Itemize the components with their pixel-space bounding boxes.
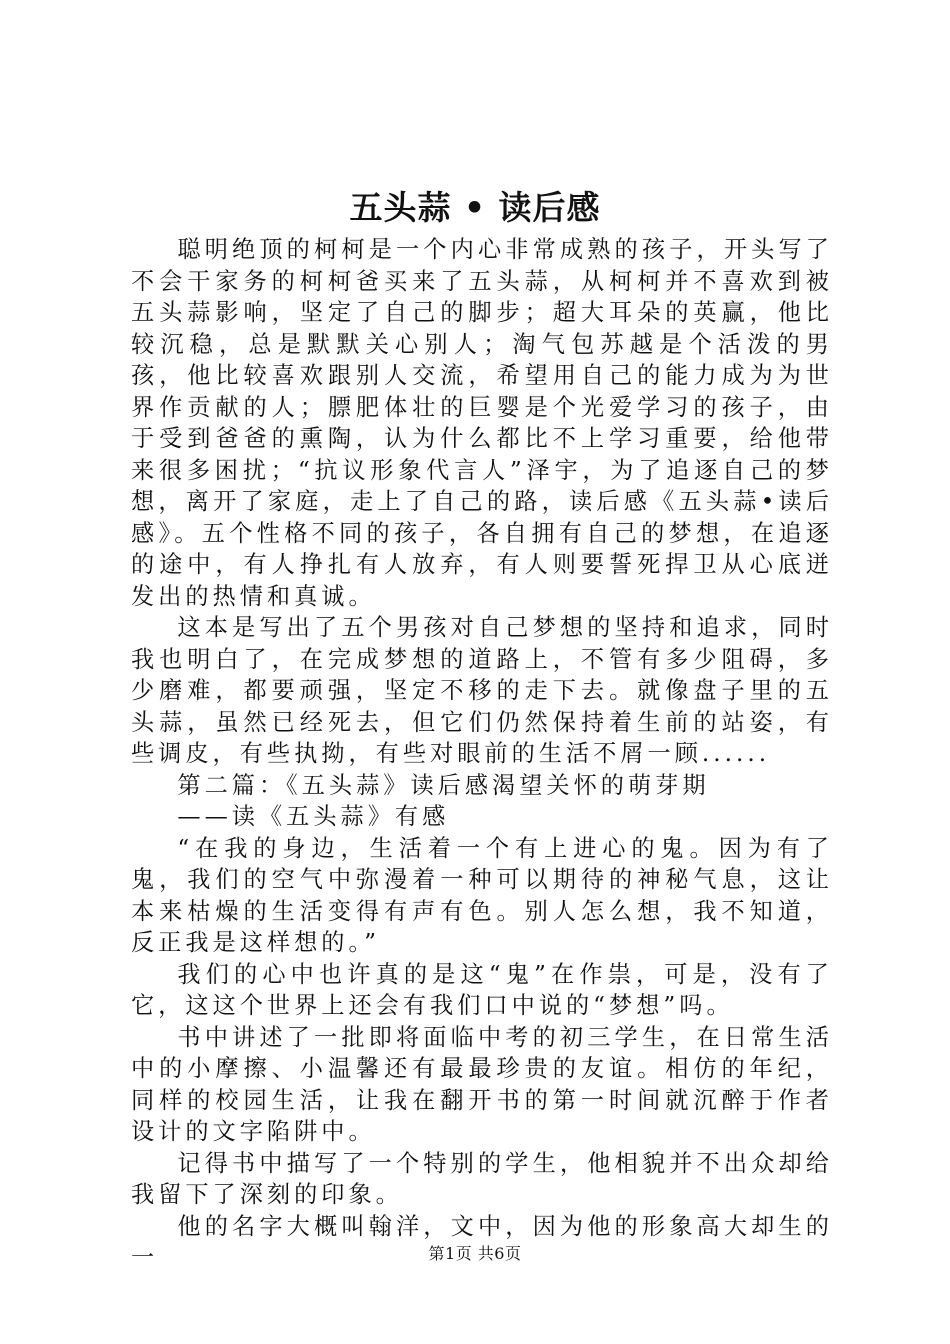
section-subheading: ——读《五头蒜》有感 [177, 803, 450, 830]
section-heading: 第二篇：《五头蒜》读后感渴望关怀的萌芽期 [177, 771, 710, 799]
document-body [131, 234, 833, 1274]
paragraph: 他的名字大概叫翰洋，文中，因为他的形象高大却生的一 [131, 1212, 833, 1271]
paragraph: 我们的心中也许真的是这“鬼”在作祟，可是，没有了它，这这个世界上还会有我们口中说的“梦想”吗。 [131, 960, 833, 1019]
page-footer: 第1页 共6页 [428, 1244, 522, 1263]
paragraph: 记得书中描写了一个特别的学生，他相貌并不出众却给我留下了深刻的印象。 [131, 1149, 833, 1208]
document-title: 五头蒜 • 读后感 [349, 188, 601, 227]
paragraph: 书中讲述了一批即将面临中考的初三学生，在日常生活中的小摩擦、小温馨还有最最珍贵的友谊。相仿的年纪，同样的校园生活，让我在翻开书的第一时间就沉醉于作者设计的文字陷阱中。 [131, 1023, 833, 1145]
paragraph: “在我的身边，生活着一个有上进心的鬼。因为有了鬼，我们的空气中弥漫着一种可以期待的神秘气息，这让本来枯燥的生活变得有声有色。别人怎么想，我不知道，反正我是这样想的。” [131, 834, 833, 956]
paragraph: 聪明绝顶的柯柯是一个内心非常成熟的孩子，开头写了不会干家务的柯柯爸买来了五头蒜，从柯柯并不喜欢到被五头蒜影响，坚定了自己的脚步；超大耳朵的英赢，他比较沉稳，总是默默关心别人；淘气包苏越是个活泼的男孩，他比较喜欢跟别人交流，希望用自己的能力成为为世界作贡献的人；膘肥体壮的巨婴是个光爱学习的孩子，由于受到爸爸的熏陶，认为什么都比不上学习重要，给他带来很多困扰；“抗议形象代言人”泽宇，为了追逐自己的梦想，离开了家庭，走上了自己的路，读后感《五头蒜•读后感》。五个性格不同的孩子，各自拥有自己的梦想，在追逐的途中，有人挣扎有人放弃，有人则要誓死捍卫从心底迸发出的热情和真诚。 [131, 236, 833, 610]
paragraph: 这本是写出了五个男孩对自己梦想的坚持和追求，同时我也明白了，在完成梦想的道路上，不管有多少阻碍，多少磨难，都要顽强，坚定不移的走下去。就像盘子里的五头蒜，虽然已经死去，但它们仍然保持着生前的站姿，有些调皮，有些执拗，有些对眼前的生活不屑一顾...... [131, 614, 833, 767]
